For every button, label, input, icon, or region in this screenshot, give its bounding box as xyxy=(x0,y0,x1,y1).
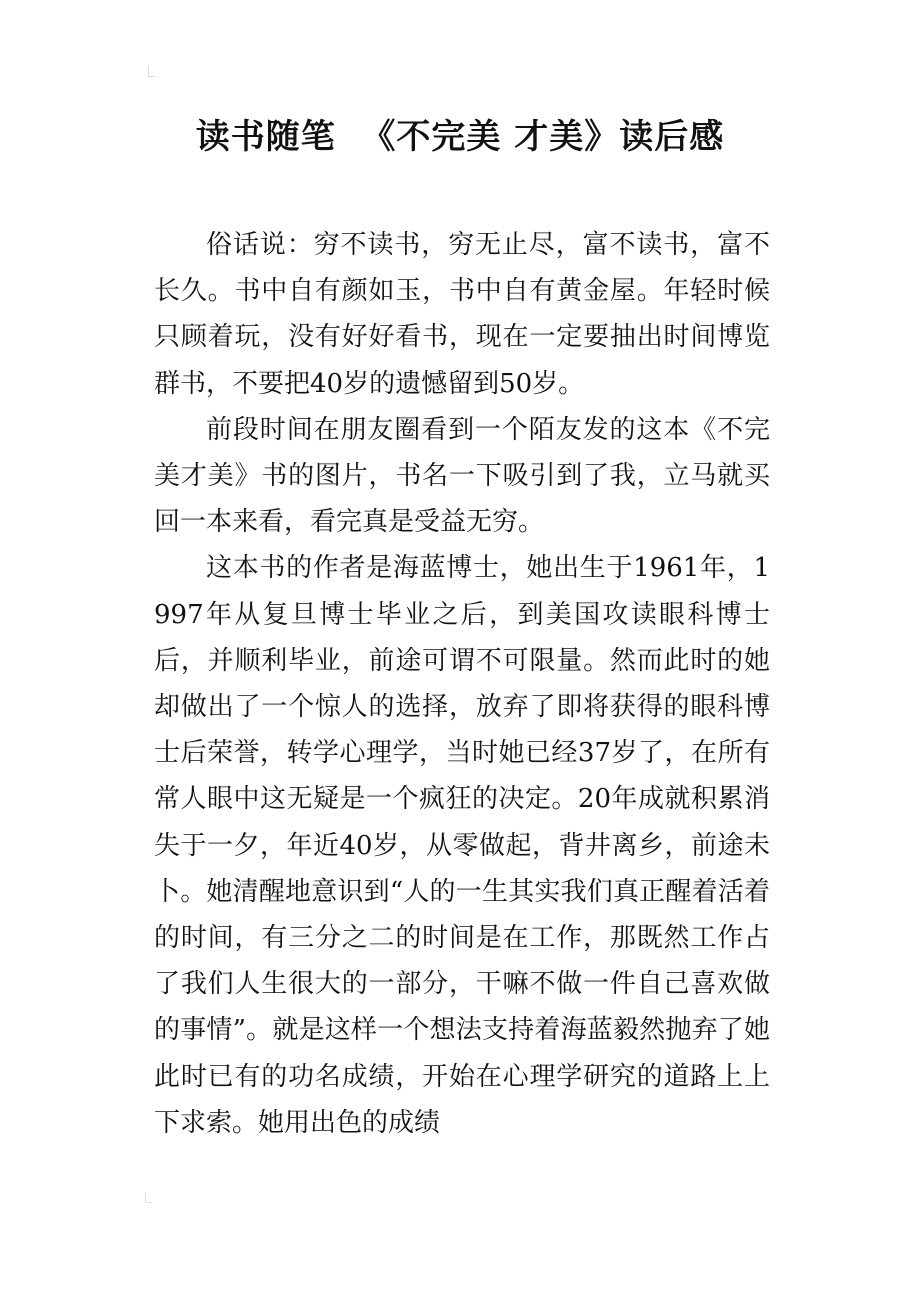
corner-crop-mark xyxy=(148,66,155,77)
document-body xyxy=(154,222,770,1146)
paragraph-2: 前段时间在朋友圈看到一个陌友发的这本《不完美才美》书的图片，书名一下吸引到了我，立马就买回一本来看，看完真是受益无穷。 xyxy=(154,414,770,538)
paragraph-1: 俗话说：穷不读书，穷无止尽，富不读书，富不长久。书中自有颜如玉，书中自有黄金屋。年轻时候只顾着玩，没有好好看书，现在一定要抽出时间博览群书，不要把40岁的遗憾留到50岁。 xyxy=(154,230,770,399)
document-title: 读书随笔 《不完美 才美》读后感 xyxy=(195,117,725,157)
paragraph-3: 这本书的作者是海蓝博士，她出生于1961年，1997年从复旦博士毕业之后，到美国攻读眼科博士后，并顺利毕业，前途可谓不可限量。然而此时的她却做出了一个惊人的选择，放弃了即将获得的眼科博士后荣誉，转学心理学，当时她已经37岁了，在所有常人眼中这无疑是一个疯狂的决定。20年成就积累消失于一夕，年近40岁，从零做起，背井离乡，前途未卜。她清醒地意识到“人的一生其实我们真正醒着活着的时间，有三分之二的时间是在工作，那既然工作占了我们人生很大的一部分，干嘛不做一件自己喜欢做的事情”。就是这样一个想法支持着海蓝毅然抛弃了她此时已有的功名成绩，开始在心理学研究的道路上上下求索。她用出色的成绩 xyxy=(154,553,770,1138)
corner-crop-mark xyxy=(145,1192,152,1203)
